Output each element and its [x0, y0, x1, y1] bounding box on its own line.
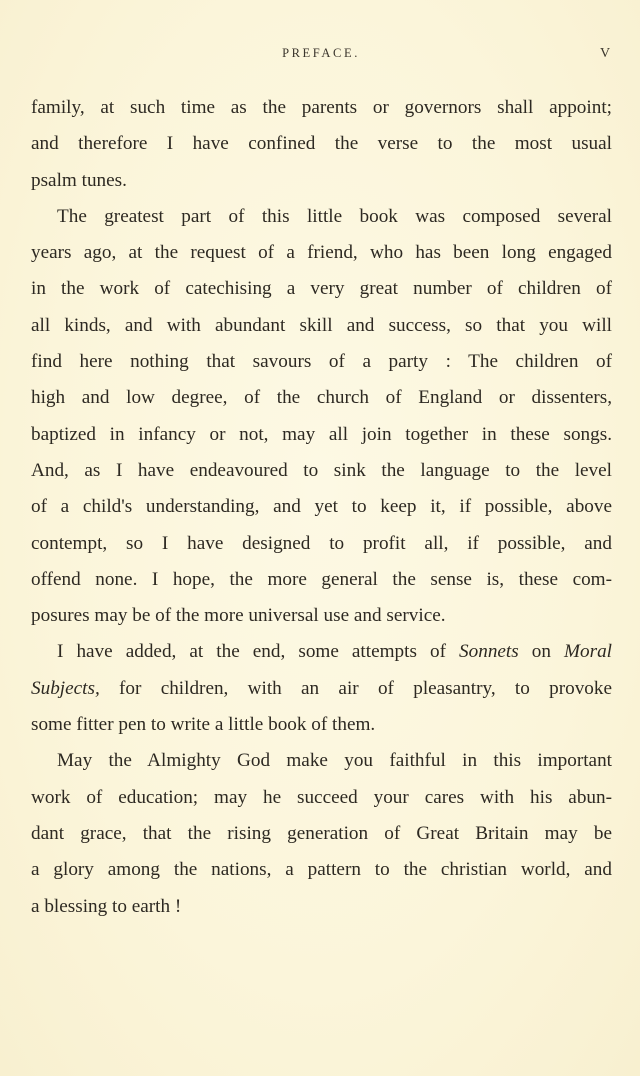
text-line: some fitter pen to write a little book of them.: [31, 714, 376, 736]
text-line: all kinds, and with abundant skill and success, so that you will: [31, 314, 612, 336]
text-line: [31, 634, 612, 670]
text-line: contempt, so I have designed to profit all, if possible, and: [31, 532, 612, 554]
running-head: [0, 46, 640, 70]
italic-title-sonnets: Sonnets: [459, 641, 519, 663]
text-segment: for children, with an air of pleasantry, to provoke: [99, 677, 612, 699]
italic-title-subjects: Subjects,: [31, 677, 100, 699]
text-line: family, at such time as the parents or governors shall appoint;: [31, 97, 612, 118]
text-line: baptized in infancy or not, may all join together in these songs.: [31, 423, 612, 445]
text-line: in the work of catechising a very great number of children of: [31, 278, 612, 300]
text-line: find here nothing that savours of a party : The children of: [31, 351, 612, 373]
text-line: work of education; may he succeed your cares with his abun-: [31, 786, 612, 808]
text-line: posures may be of the more universal use and service.: [31, 605, 446, 627]
paragraph-4: [31, 743, 612, 924]
paragraph-1: [31, 90, 612, 199]
text-line: a glory among the nations, a pattern to the christian world, and: [31, 859, 612, 881]
text-line: [31, 671, 612, 707]
page-number: V: [600, 46, 611, 61]
italic-title-moral: Moral: [564, 641, 613, 663]
text-line: And, as I have endeavoured to sink the language to the level: [31, 459, 612, 481]
paragraph-2: [31, 199, 612, 635]
text-line: of a child's understanding, and yet to keep it, if possible, above: [31, 496, 612, 518]
text-line: high and low degree, of the church of England or dissenters,: [31, 387, 612, 409]
text-line: The greatest part of this little book was composed several: [57, 205, 612, 227]
body-text: [31, 90, 612, 925]
paragraph-3: [31, 634, 612, 743]
text-line: psalm tunes.: [31, 169, 127, 191]
running-title: PREFACE.: [282, 46, 360, 60]
text-segment: I have added, at the end, some attempts of: [57, 641, 460, 663]
text-line: May the Almighty God make you faithful in this important: [57, 750, 612, 772]
text-segment: on: [518, 641, 565, 663]
text-line: years ago, at the request of a friend, who has been long engaged: [31, 242, 612, 264]
text-line: a blessing to earth !: [31, 895, 182, 917]
text-line: offend none. I hope, the more general the sense is, these com-: [31, 568, 612, 590]
text-line: and therefore I have confined the verse to the most usual: [31, 133, 612, 155]
text-line: dant grace, that the rising generation of Great Britain may be: [31, 822, 612, 844]
